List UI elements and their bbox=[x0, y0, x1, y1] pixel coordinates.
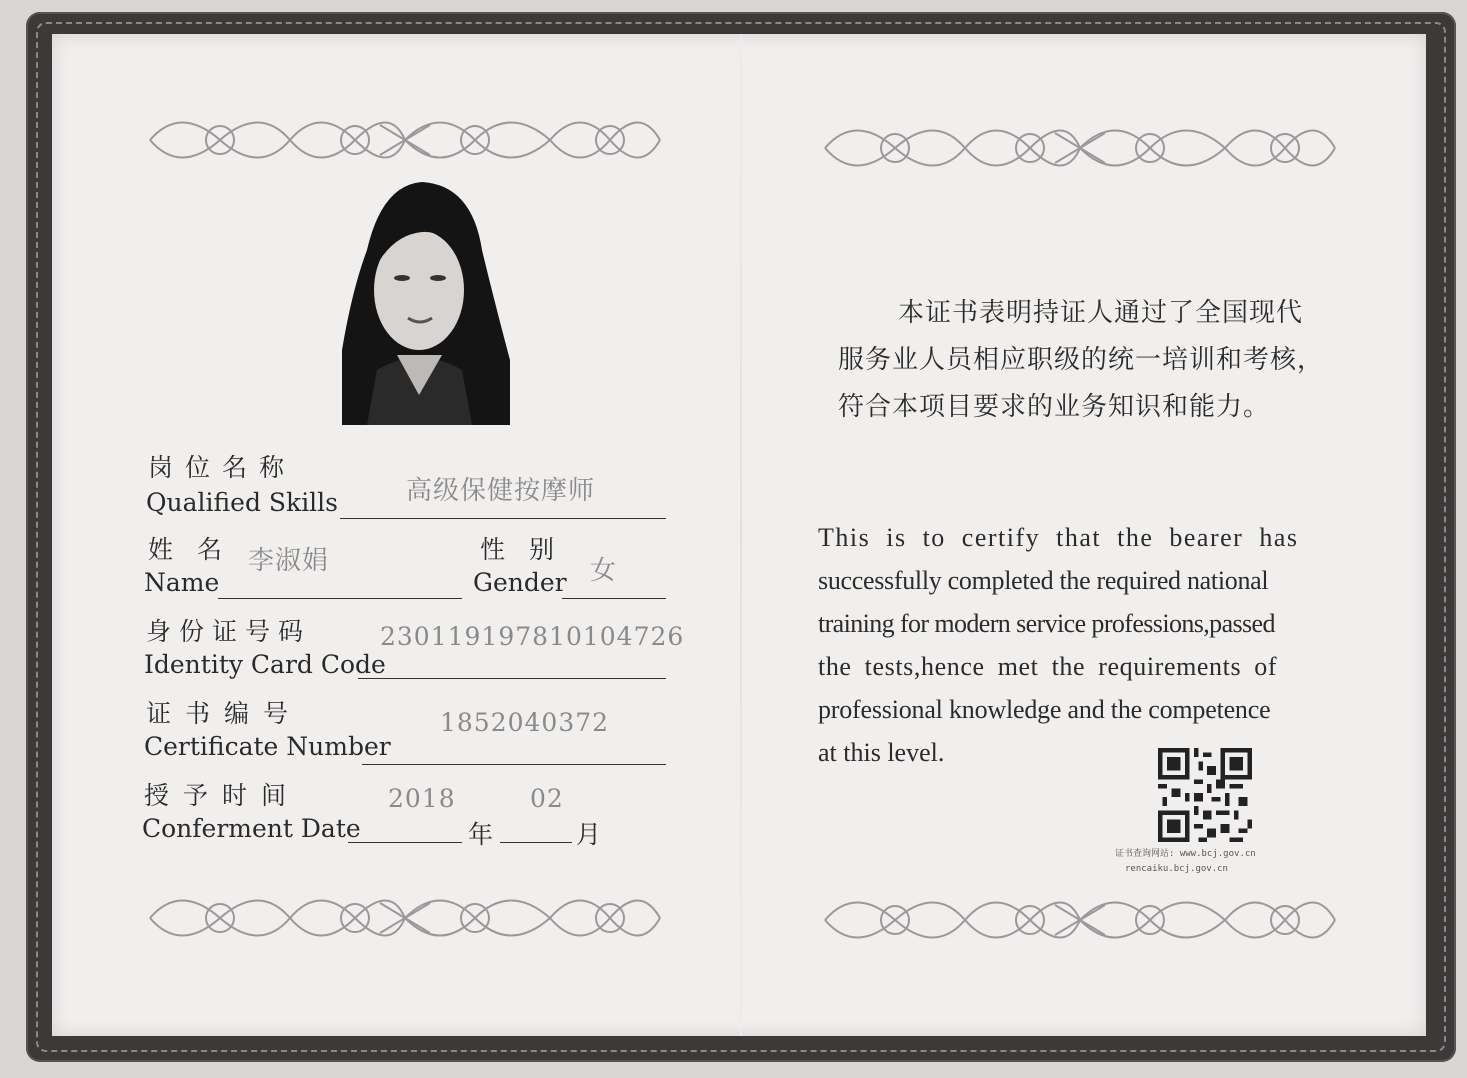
certificate-number-value: 1852040372 bbox=[440, 708, 610, 737]
name-underline bbox=[218, 598, 462, 599]
conferment-month-value: 02 bbox=[530, 784, 564, 813]
gender-cn-label: 性别 bbox=[480, 535, 579, 564]
cn-line: 符合本项目要求的业务知识和能力。 bbox=[838, 392, 1271, 422]
conferment-date-en-label: Conferment Date bbox=[142, 814, 361, 843]
portrait-photo bbox=[322, 180, 510, 425]
certification-statement-cn bbox=[838, 290, 1358, 431]
gender-value: 女 bbox=[590, 556, 618, 586]
qualified-skills-value: 高级保健按摩师 bbox=[406, 476, 596, 506]
en-line: successfully completed the required national bbox=[818, 566, 1269, 595]
en-line: professional knowledge and the competence bbox=[818, 695, 1271, 724]
cn-line: 服务业人员相应职级的统一培训和考核， bbox=[838, 345, 1325, 375]
qualified-skills-en-label: Qualified Skills bbox=[146, 488, 339, 517]
id-code-cn-label: 身份证号码 bbox=[146, 617, 312, 646]
gender-underline bbox=[562, 598, 666, 599]
month-char: 月 bbox=[576, 820, 602, 849]
en-line: at this level. bbox=[818, 738, 945, 767]
en-line: training for modern service professions,passed bbox=[818, 609, 1275, 638]
scroll-ornament-bottom-right bbox=[815, 880, 1345, 960]
page-fold bbox=[740, 34, 742, 1036]
scroll-ornament-top-left bbox=[140, 100, 670, 180]
year-char: 年 bbox=[468, 820, 494, 849]
qr-code-icon bbox=[1158, 748, 1252, 842]
en-line: the tests,hence met the requirements of bbox=[818, 652, 1278, 681]
id-code-en-label: Identity Card Code bbox=[144, 650, 386, 679]
qr-caption-line-1: 证书查询网站: www.bcj.gov.cn bbox=[1115, 849, 1256, 859]
certificate-number-en-label: Certificate Number bbox=[144, 732, 391, 761]
name-en-label: Name bbox=[144, 568, 220, 597]
qualified-skills-underline bbox=[340, 518, 666, 519]
conferment-month-underline bbox=[500, 842, 572, 843]
scroll-ornament-bottom-left bbox=[140, 878, 670, 958]
cn-line: 本证书表明持证人通过了全国现代 bbox=[898, 298, 1304, 328]
certificate-number-cn-label: 证书编号 bbox=[146, 699, 303, 728]
qr-caption-line-2: rencaiku.bcj.gov.cn bbox=[1125, 864, 1228, 874]
name-cn-label: 姓名 bbox=[148, 535, 247, 564]
id-code-value: 230119197810104726 bbox=[380, 622, 685, 651]
certification-statement-en bbox=[818, 516, 1346, 774]
gender-en-label: Gender bbox=[473, 568, 567, 597]
name-value: 李淑娟 bbox=[248, 546, 330, 576]
conferment-year-underline bbox=[348, 842, 462, 843]
certificate-number-underline bbox=[362, 764, 666, 765]
en-line: This is to certify that the bearer has bbox=[818, 523, 1299, 552]
conferment-year-value: 2018 bbox=[388, 784, 456, 813]
id-code-underline bbox=[358, 678, 666, 679]
qualified-skills-cn-label: 岗位名称 bbox=[148, 453, 297, 482]
scroll-ornament-top-right bbox=[815, 108, 1345, 188]
conferment-date-cn-label: 授予时间 bbox=[144, 781, 301, 810]
